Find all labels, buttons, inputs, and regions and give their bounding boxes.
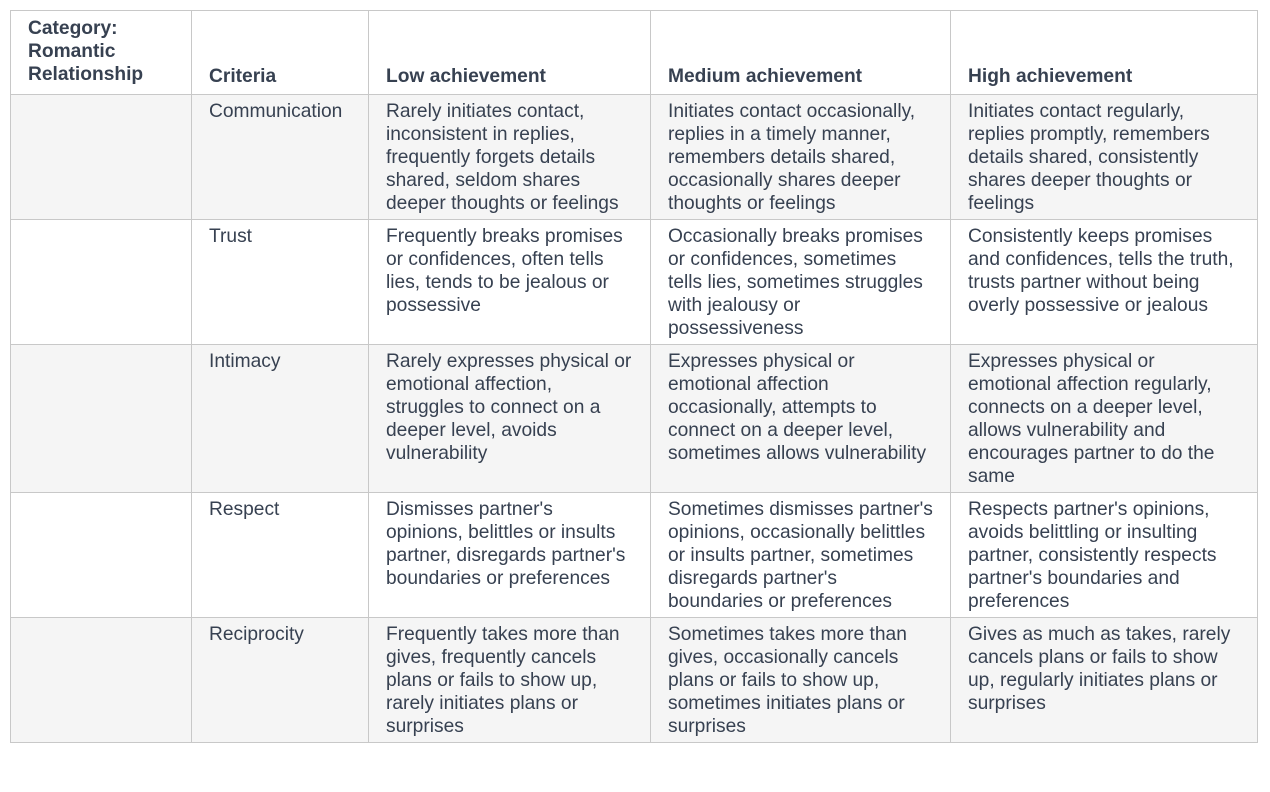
low-cell: Frequently breaks promises or confidences, often tells lies, tends to be jealous or possessive: [369, 220, 651, 345]
criteria-cell: Respect: [192, 493, 369, 618]
high-cell: Initiates contact regularly, replies promptly, remembers details shared, consistently shares deeper thoughts or feelings: [951, 95, 1258, 220]
low-cell: Dismisses partner's opinions, belittles or insults partner, disregards partner's boundaries or preferences: [369, 493, 651, 618]
medium-cell: Expresses physical or emotional affection occasionally, attempts to connect on a deeper level, sometimes allows vulnerability: [651, 345, 951, 493]
low-cell: Rarely expresses physical or emotional affection, struggles to connect on a deeper level, avoids vulnerability: [369, 345, 651, 493]
criteria-cell: Reciprocity: [192, 618, 369, 743]
header-category: Category: Romantic Relationship: [11, 11, 192, 95]
medium-cell: Sometimes takes more than gives, occasionally cancels plans or fails to show up, sometimes initiates plans or surprises: [651, 618, 951, 743]
header-row: [11, 11, 1258, 95]
table-row: [11, 220, 1258, 345]
category-cell: [11, 345, 192, 493]
criteria-cell: Intimacy: [192, 345, 369, 493]
category-cell: [11, 493, 192, 618]
criteria-cell: Trust: [192, 220, 369, 345]
medium-cell: Sometimes dismisses partner's opinions, occasionally belittles or insults partner, sometimes disregards partner's boundaries or preferences: [651, 493, 951, 618]
category-cell: [11, 95, 192, 220]
high-cell: Respects partner's opinions, avoids belittling or insulting partner, consistently respects partner's boundaries and preferences: [951, 493, 1258, 618]
table-row: [11, 345, 1258, 493]
rubric-table-container: [10, 10, 1258, 743]
low-cell: Frequently takes more than gives, frequently cancels plans or fails to show up, rarely initiates plans or surprises: [369, 618, 651, 743]
high-cell: Consistently keeps promises and confidences, tells the truth, trusts partner without being overly possessive or jealous: [951, 220, 1258, 345]
category-cell: [11, 618, 192, 743]
medium-cell: Initiates contact occasionally, replies in a timely manner, remembers details shared, occasionally shares deeper thoughts or feelings: [651, 95, 951, 220]
category-cell: [11, 220, 192, 345]
header-high-achievement: High achievement: [951, 11, 1258, 95]
low-cell: Rarely initiates contact, inconsistent in replies, frequently forgets details shared, seldom shares deeper thoughts or feelings: [369, 95, 651, 220]
table-row: [11, 618, 1258, 743]
table-header: [11, 11, 1258, 95]
header-medium-achievement: Medium achievement: [651, 11, 951, 95]
header-criteria: Criteria: [192, 11, 369, 95]
high-cell: Expresses physical or emotional affection regularly, connects on a deeper level, allows vulnerability and encourages partner to do the same: [951, 345, 1258, 493]
table-body: [11, 95, 1258, 743]
medium-cell: Occasionally breaks promises or confidences, sometimes tells lies, sometimes struggles with jealousy or possessiveness: [651, 220, 951, 345]
table-row: [11, 493, 1258, 618]
header-low-achievement: Low achievement: [369, 11, 651, 95]
table-row: [11, 95, 1258, 220]
rubric-table: [10, 10, 1258, 743]
high-cell: Gives as much as takes, rarely cancels plans or fails to show up, regularly initiates plans or surprises: [951, 618, 1258, 743]
criteria-cell: Communication: [192, 95, 369, 220]
